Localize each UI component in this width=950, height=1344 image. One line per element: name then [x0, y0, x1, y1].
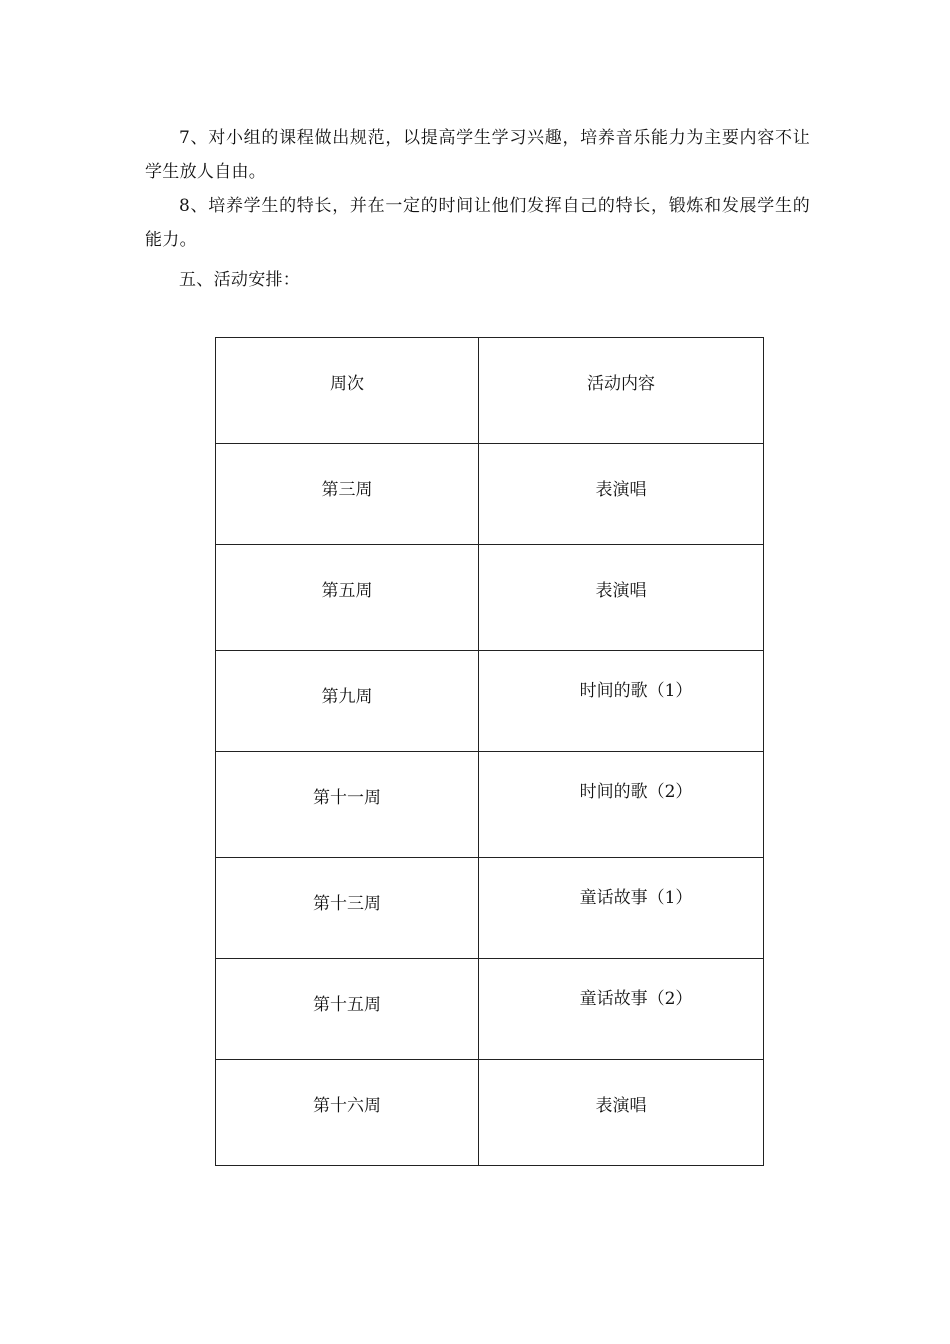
week-cell	[216, 545, 479, 651]
content-cell	[479, 444, 764, 545]
table-row	[216, 752, 764, 858]
table-row	[216, 444, 764, 545]
week-cell	[216, 752, 479, 858]
table-row	[216, 858, 764, 959]
section-heading-activity-schedule: 五、活动安排：	[179, 270, 301, 290]
content-cell	[479, 752, 764, 858]
week-cell	[216, 858, 479, 959]
header-cell-week	[216, 338, 479, 444]
week-label: 第九周	[321, 687, 373, 707]
table-header-row	[216, 338, 764, 444]
content-cell	[479, 858, 764, 959]
week-label: 第十六周	[313, 1096, 381, 1116]
week-label: 第十五周	[313, 995, 381, 1015]
content-label: 童话故事（2）	[579, 989, 693, 1009]
table-row	[216, 651, 764, 752]
week-label: 第十一周	[313, 788, 381, 808]
week-cell	[216, 959, 479, 1060]
table-row	[216, 1060, 764, 1166]
content-cell	[479, 959, 764, 1060]
table-row	[216, 959, 764, 1060]
week-label: 第十三周	[313, 894, 381, 914]
content-label: 时间的歌（2）	[579, 782, 693, 802]
content-cell	[479, 1060, 764, 1166]
paragraph-item-8: 8、培养学生的特长，并在一定的时间让他们发挥自己的特长，锻炼和发展学生的能力。	[145, 196, 810, 250]
header-week-label: 周次	[330, 374, 364, 394]
week-cell	[216, 1060, 479, 1166]
content-label: 表演唱	[595, 1096, 647, 1116]
content-label: 时间的歌（1）	[579, 681, 693, 701]
header-content-label: 活动内容	[587, 374, 655, 394]
content-cell	[479, 651, 764, 752]
week-cell	[216, 444, 479, 545]
activity-schedule-table	[215, 337, 764, 1166]
week-label: 第五周	[321, 581, 373, 601]
content-label: 童话故事（1）	[579, 888, 693, 908]
header-cell-content	[479, 338, 764, 444]
paragraph-item-7: 7、对小组的课程做出规范，以提高学生学习兴趣，培养音乐能力为主要内容不让学生放人自由。	[145, 128, 810, 182]
week-label: 第三周	[321, 480, 373, 500]
content-label: 表演唱	[595, 581, 647, 601]
week-cell	[216, 651, 479, 752]
table-row	[216, 545, 764, 651]
content-cell	[479, 545, 764, 651]
content-label: 表演唱	[595, 480, 647, 500]
